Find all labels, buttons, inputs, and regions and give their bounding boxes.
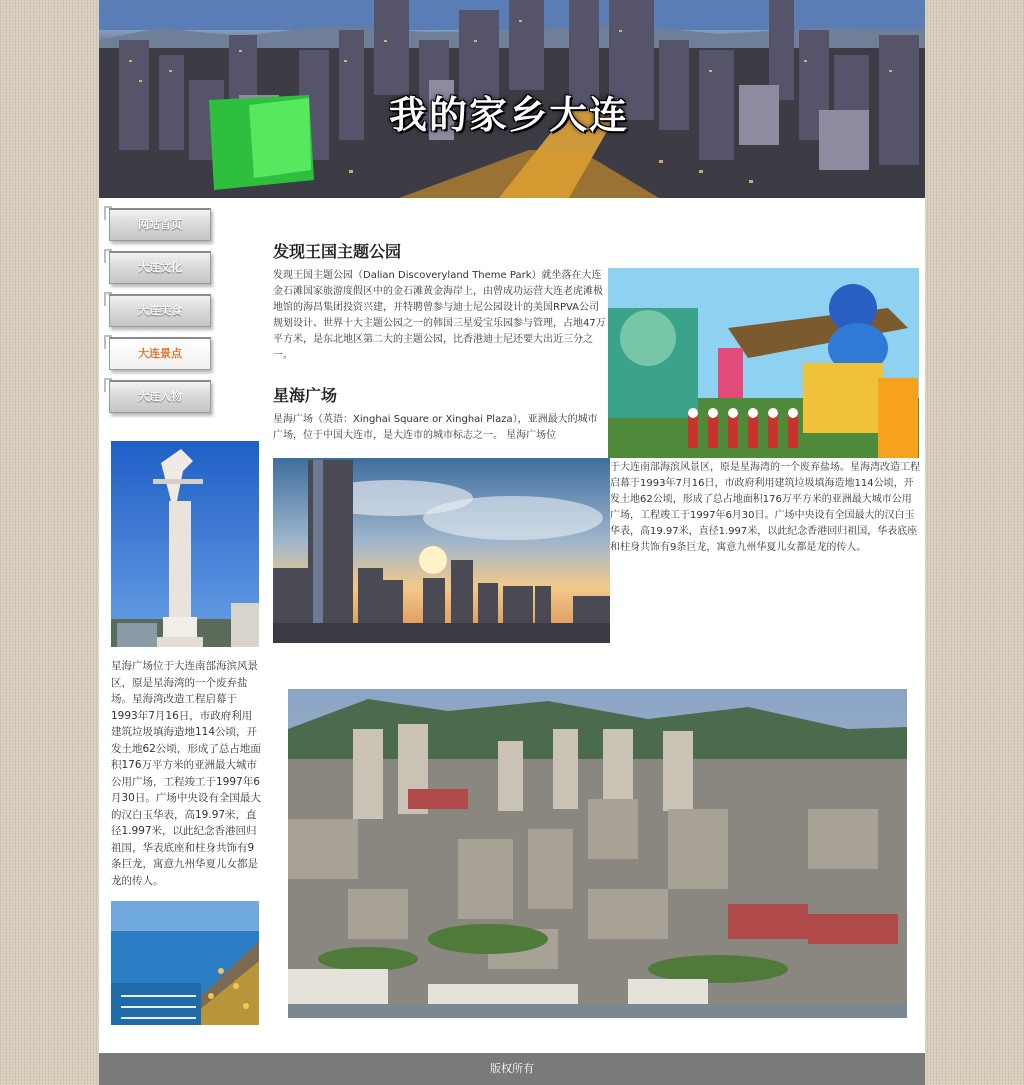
xinghai-intro: 星海广场（英语：Xinghai Square or Xinghai Plaza），亚洲最大的城市广场，位于中国大连市，是大连市的城市标志之一。 星海广场位 [273,414,598,441]
page-container [99,0,925,1085]
coastline-image [111,901,259,1025]
section-heading-discoveryland: 发现王国主题公园 [273,242,402,261]
section-heading-xinghai: 星海广场 [273,386,338,405]
dalian-cityscape-image [288,689,907,1018]
xinghai-description: 于大连南部海滨风景区，原是星海湾的一个废弃盐场。星海湾改造工程启幕于1993年7月16日，市政府利用建筑垃圾填海造地114公顷，开发土地62公顷，形成了总占地面积176万平方米的亚洲最大城市公用广场，工程竣工于1997年6月30日。广场中央设有全国最大的汉白玉华表，高19.97米，直径1.997米，以此纪念香港回归祖国，华表底座和柱身共饰有9条巨龙，寓意九州华夏儿女都是龙的传人。 [610,462,920,553]
footer [99,1053,925,1085]
sidebar-description: 星海广场位于大连南部海滨风景区，原是星海湾的一个废弃盐场。星海湾改造工程启幕于1993年7月16日，市政府利用建筑垃圾填海造地114公顷，开发土地62公顷，形成了总占地面积176万平方米的亚洲最大城市公用广场，工程竣工于1997年6月30日。广场中央设有全国最大的汉白玉华表，高19.97米，直径1.997米，以此纪念香港回归祖国，华表底座和柱身共饰有9条巨龙，寓意九州华夏儿女都是龙的传人。 [111,660,261,887]
xinghai-sunset-image [273,458,610,643]
huabiao-column-image [111,441,259,647]
nav-item-attractions[interactable]: 大连景点 [109,337,211,370]
copyright-text: 版权所有 [490,1062,534,1075]
discoveryland-description: 发现王国主题公园（Dalian Discoveryland Theme Park）就坐落在大连金石滩国家旅游度假区中的金石滩黄金海岸上，由曾成功运营大连老虎滩极地馆的海昌集团投资兴建，并特聘曾参与迪士尼公园设计的美国RPVA公司规划设计、世界十大主题公园之一的韩国三星爱宝乐园参与管理，占地47万平方米，是东北地区第二大的主题公园，比香港迪士尼还要大出近三分之一。 [273,270,606,361]
nav-item-food[interactable]: 大连美食 [109,294,211,327]
nav-item-people[interactable]: 大连人物 [109,380,211,413]
nav-item-culture[interactable]: 大连文化 [109,251,211,284]
site-title: 我的家乡大连 [388,92,629,137]
nav-item-home[interactable]: 网站首页 [109,208,211,241]
theme-park-image [608,268,919,458]
header-banner [99,0,925,198]
